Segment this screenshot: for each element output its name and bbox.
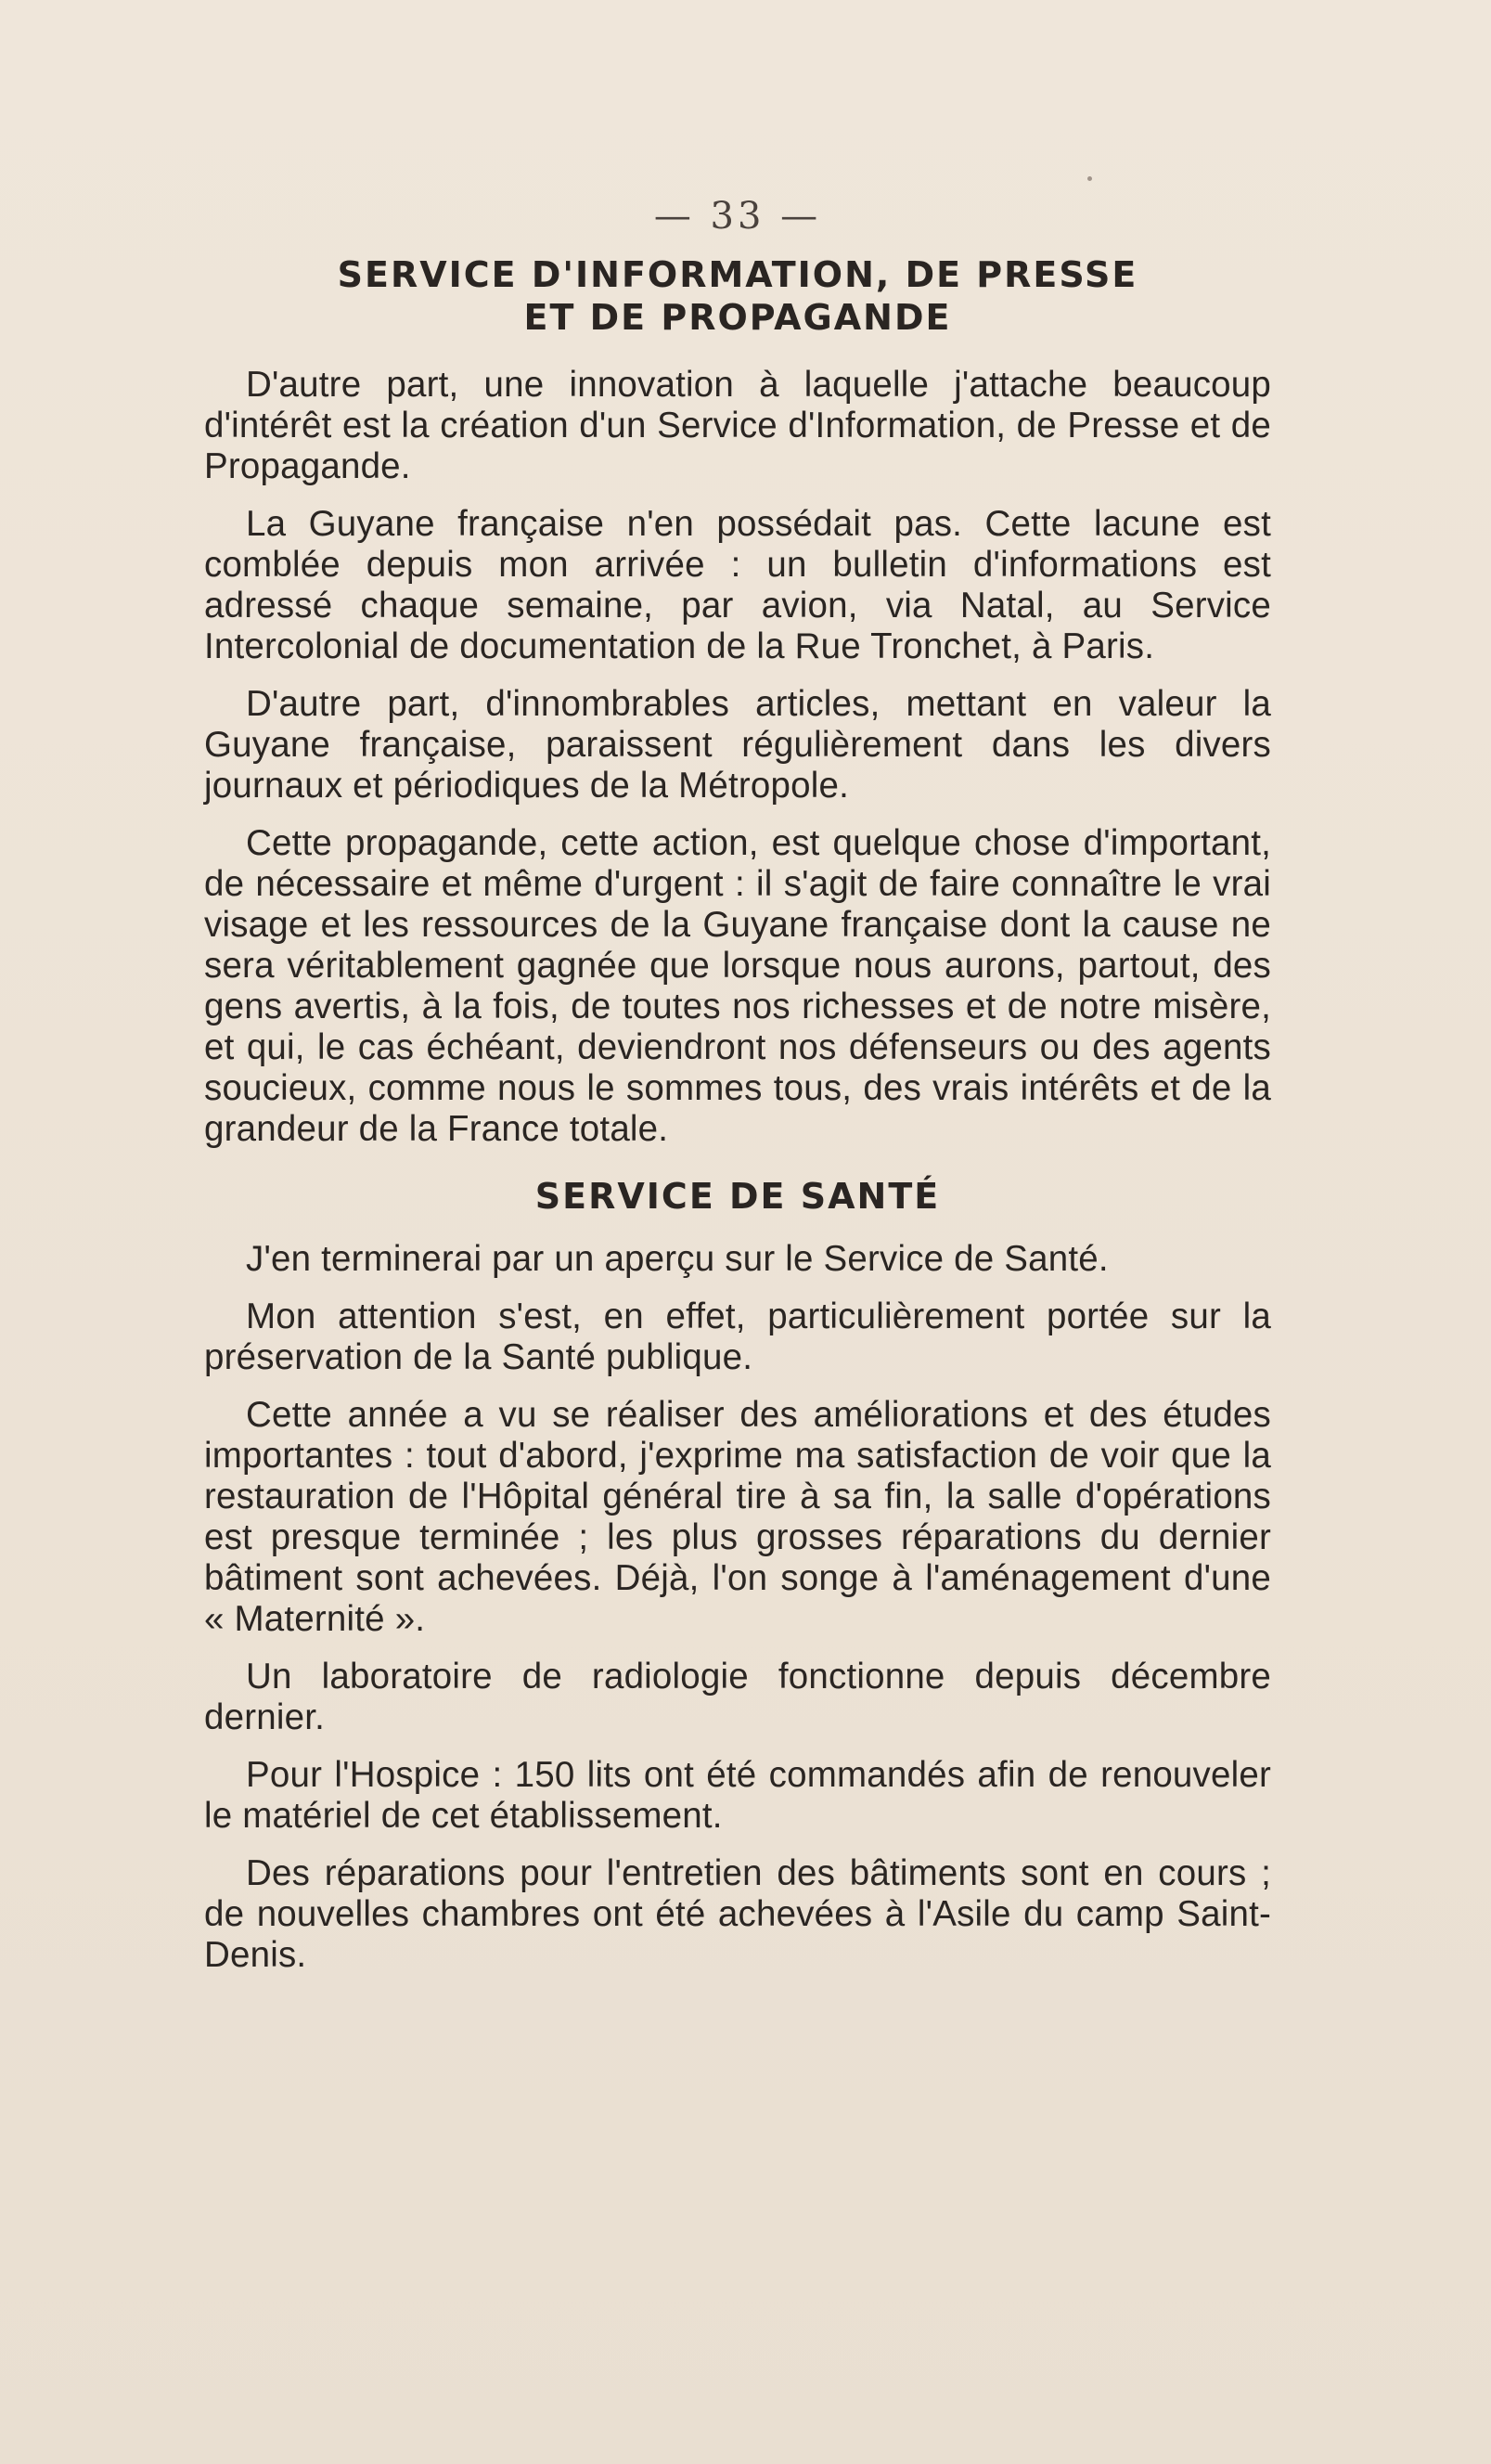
paragraph: Pour l'Hospice : 150 lits ont été commandés afin de renouveler le matériel de cet établissement.: [204, 1754, 1271, 1836]
paragraph: La Guyane française n'en possédait pas. Cette lacune est comblée depuis mon arrivée : un bulletin d'informations est adressé chaque semaine, par avion, via Natal, au Service Intercolonial de documentation de la Rue Tronchet, à Paris.: [204, 504, 1271, 667]
paragraph: D'autre part, une innovation à laquelle j'attache beaucoup d'intérêt est la création d'un Service d'Information, de Presse et de Propagande.: [204, 365, 1271, 487]
paper-speck: [1087, 176, 1092, 181]
paragraph: Cette année a vu se réaliser des améliorations et des études importantes : tout d'abord, j'exprime ma satisfaction de voir que la restauration de l'Hôpital général tire à sa fin, la salle d'opérations est presque terminée ; les plus grosses réparations du dernier bâtiment sont achevées. Déjà, l'on songe à l'aménagement d'une « Maternité ».: [204, 1394, 1271, 1639]
paragraph: J'en terminerai par un aperçu sur le Service de Santé.: [246, 1238, 1109, 1279]
paragraph: Cette propagande, cette action, est quelque chose d'important, de nécessaire et même d'urgent : il s'agit de faire connaître le vrai visage et les ressources de la Guyane française dont la cause ne sera véritablement gagnée que lorsque nous aurons, partout, des gens avertis, à la fois, de toutes nos richesses et de notre misère, et qui, le cas échéant, deviendront nos défenseurs ou des agents soucieux, comme nous le sommes tous, des vrais intérêts et de la grandeur de la France totale.: [204, 823, 1271, 1150]
paragraph: Mon attention s'est, en effet, particulièrement portée sur la préservation de la Santé publique.: [204, 1296, 1271, 1377]
paragraph: Des réparations pour l'entretien des bâtiments sont en cours ; de nouvelles chambres ont été achevées à l'Asile du camp Saint-Denis.: [204, 1852, 1271, 1975]
paragraph: D'autre part, d'innombrables articles, mettant en valeur la Guyane française, paraissent régulièrement dans les divers journaux et périodiques de la Métropole.: [204, 684, 1271, 806]
section-heading-sante: [204, 1176, 1271, 1219]
page-number: — 33 —: [653, 195, 822, 238]
text-column: [204, 195, 1271, 1993]
paragraph: Un laboratoire de radiologie fonctionne depuis décembre dernier.: [204, 1656, 1271, 1737]
heading-line: SERVICE D'INFORMATION, DE PRESSE: [337, 254, 1138, 295]
heading-line: SERVICE DE SANTÉ: [534, 1176, 941, 1218]
section-heading-information: [204, 254, 1271, 339]
heading-line: ET DE PROPAGANDE: [523, 296, 952, 338]
